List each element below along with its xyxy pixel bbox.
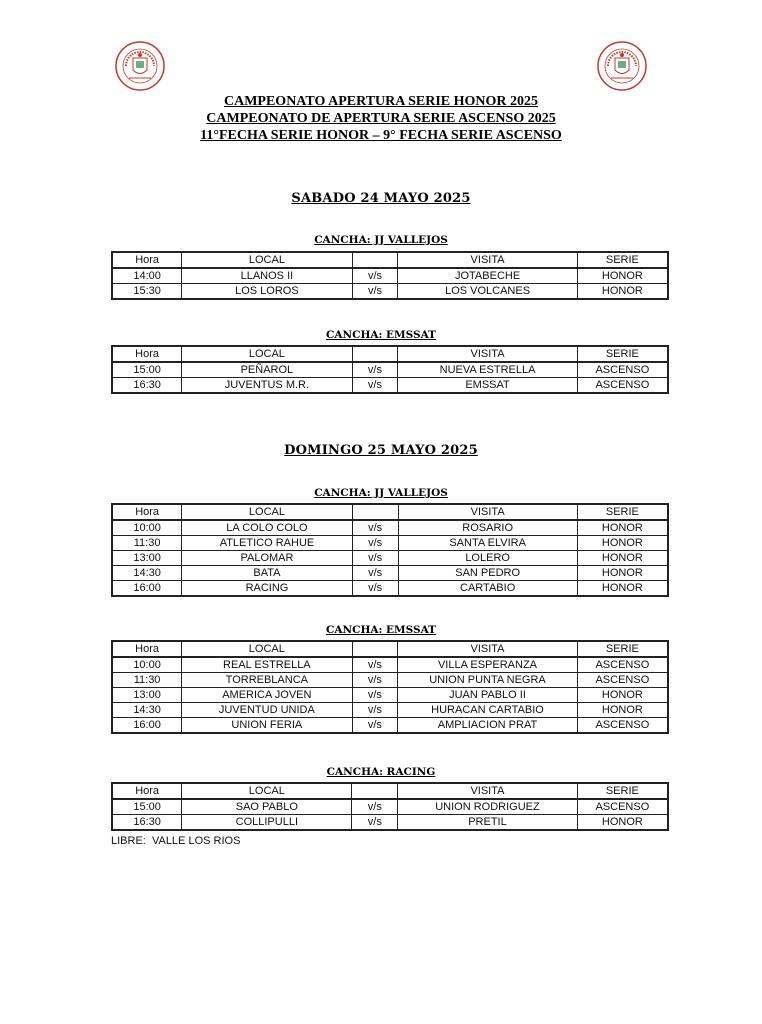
match-serie: ASCENSO (577, 673, 668, 688)
match-time: 14:30 (112, 703, 182, 718)
header-line-3: 11°FECHA SERIE HONOR – 9° FECHA SERIE ASCENSO (200, 128, 562, 143)
match-serie: HONOR (577, 536, 668, 551)
match-time: 10:00 (112, 657, 182, 673)
match-time: 14:00 (112, 268, 182, 284)
column-header-vs (352, 641, 398, 657)
table-header-row (112, 504, 668, 520)
column-header-hora: Hora (112, 504, 182, 520)
match-serie: HONOR (577, 703, 668, 718)
match-local: RACING (182, 581, 352, 597)
table-row (112, 536, 668, 551)
match-visita: SANTA ELVIRA (398, 536, 577, 551)
schedule-table (111, 503, 669, 597)
match-visita: UNION RODRIGUEZ (398, 799, 577, 815)
table-row (112, 581, 668, 597)
column-header-visita: VISITA (398, 783, 577, 799)
association-seal-icon (114, 40, 166, 92)
match-time: 16:00 (112, 581, 182, 597)
cancha-title: CANCHA: JJ VALLEJOS (314, 234, 448, 246)
match-serie: ASCENSO (577, 718, 668, 734)
match-vs: v/s (352, 378, 398, 394)
match-visita: LOLERO (398, 551, 577, 566)
match-time: 16:00 (112, 718, 182, 734)
column-header-serie: SERIE (577, 783, 668, 799)
match-local: PEÑAROL (182, 362, 352, 378)
match-local: JUVENTUD UNIDA (182, 703, 352, 718)
match-local: LLANOS II (182, 268, 352, 284)
table-row (112, 566, 668, 581)
cancha-title: CANCHA: RACING (326, 766, 436, 778)
match-serie: ASCENSO (577, 378, 668, 394)
table-row (112, 378, 668, 394)
match-time: 15:00 (112, 799, 182, 815)
match-local: AMERICA JOVEN (182, 688, 352, 703)
association-seal-icon (596, 40, 648, 92)
schedule-table (111, 640, 669, 734)
match-visita: CARTABIO (398, 581, 577, 597)
match-serie: HONOR (577, 815, 668, 831)
match-time: 15:00 (112, 362, 182, 378)
match-visita: SAN PEDRO (398, 566, 577, 581)
match-local: LOS LOROS (182, 284, 352, 300)
match-time: 13:00 (112, 688, 182, 703)
day-title: SABADO 24 MAYO 2025 (291, 191, 471, 206)
table-row (112, 657, 668, 673)
column-header-local: LOCAL (182, 346, 352, 362)
match-serie: HONOR (577, 688, 668, 703)
match-local: JUVENTUS M.R. (182, 378, 352, 394)
match-serie: HONOR (577, 566, 668, 581)
match-visita: HURACAN CARTABIO (398, 703, 577, 718)
column-header-serie: SERIE (577, 504, 668, 520)
match-visita: JUAN PABLO II (398, 688, 577, 703)
match-visita: AMPLIACION PRAT (398, 718, 577, 734)
match-local: TORREBLANCA (182, 673, 352, 688)
column-header-hora: Hora (112, 641, 182, 657)
match-time: 10:00 (112, 520, 182, 536)
column-header-visita: VISITA (398, 504, 577, 520)
table-row (112, 520, 668, 536)
column-header-vs (352, 783, 398, 799)
table-row (112, 268, 668, 284)
table-row (112, 799, 668, 815)
match-vs: v/s (352, 657, 398, 673)
match-visita: PRETIL (398, 815, 577, 831)
match-vs: v/s (352, 566, 398, 581)
table-header-row (112, 783, 668, 799)
column-header-local: LOCAL (182, 783, 352, 799)
table-row (112, 718, 668, 734)
match-vs: v/s (352, 362, 398, 378)
table-row (112, 551, 668, 566)
match-serie: HONOR (577, 581, 668, 597)
match-visita: NUEVA ESTRELLA (398, 362, 577, 378)
column-header-hora: Hora (112, 346, 182, 362)
match-local: SAO PABLO (182, 799, 352, 815)
table-header-row (112, 346, 668, 362)
table-row (112, 284, 668, 300)
column-header-vs (352, 504, 398, 520)
schedule-table (111, 251, 669, 300)
match-time: 13:00 (112, 551, 182, 566)
header-line-1: CAMPEONATO APERTURA SERIE HONOR 2025 (223, 94, 539, 109)
match-local: REAL ESTRELLA (182, 657, 352, 673)
schedule-table (111, 345, 669, 394)
column-header-vs (352, 252, 398, 268)
match-visita: UNION PUNTA NEGRA (398, 673, 577, 688)
match-visita: ROSARIO (398, 520, 577, 536)
match-local: COLLIPULLI (182, 815, 352, 831)
column-header-serie: SERIE (577, 252, 668, 268)
match-local: UNION FERIA (182, 718, 352, 734)
match-vs: v/s (352, 703, 398, 718)
cancha-title: CANCHA: EMSSAT (325, 624, 436, 636)
table-row (112, 673, 668, 688)
match-local: ATLETICO RAHUE (182, 536, 352, 551)
match-time: 15:30 (112, 284, 182, 300)
match-serie: HONOR (577, 268, 668, 284)
match-visita: LOS VOLCANES (398, 284, 577, 300)
match-local: PALOMAR (182, 551, 352, 566)
match-time: 11:30 (112, 673, 182, 688)
match-vs: v/s (352, 551, 398, 566)
match-serie: HONOR (577, 520, 668, 536)
cancha-title: CANCHA: EMSSAT (325, 329, 436, 341)
column-header-hora: Hora (112, 783, 182, 799)
table-row (112, 688, 668, 703)
table-header-row (112, 252, 668, 268)
header-line-2: CAMPEONATO DE APERTURA SERIE ASCENSO 2025 (206, 111, 556, 126)
document-header (0, 93, 762, 144)
match-local: LA COLO COLO (182, 520, 352, 536)
cancha-title: CANCHA: JJ VALLEJOS (314, 487, 448, 499)
column-header-serie: SERIE (577, 346, 668, 362)
column-header-visita: VISITA (398, 641, 577, 657)
column-header-local: LOCAL (182, 504, 352, 520)
match-visita: EMSSAT (398, 378, 577, 394)
match-serie: ASCENSO (577, 799, 668, 815)
match-time: 16:30 (112, 378, 182, 394)
match-time: 11:30 (112, 536, 182, 551)
table-row (112, 815, 668, 831)
match-vs: v/s (352, 520, 398, 536)
match-vs: v/s (352, 268, 398, 284)
match-vs: v/s (352, 536, 398, 551)
table-header-row (112, 641, 668, 657)
match-local: BATA (182, 566, 352, 581)
match-vs: v/s (352, 673, 398, 688)
match-vs: v/s (352, 815, 398, 831)
match-vs: v/s (352, 581, 398, 597)
day-title: DOMINGO 25 MAYO 2025 (284, 443, 478, 458)
schedule-table (111, 782, 669, 831)
match-vs: v/s (352, 688, 398, 703)
match-visita: JOTABECHE (398, 268, 577, 284)
table-row (112, 703, 668, 718)
match-serie: ASCENSO (577, 362, 668, 378)
match-serie: HONOR (577, 284, 668, 300)
column-header-serie: SERIE (577, 641, 668, 657)
column-header-hora: Hora (112, 252, 182, 268)
match-serie: ASCENSO (577, 657, 668, 673)
column-header-local: LOCAL (182, 641, 352, 657)
libre-note: LIBRE: VALLE LOS RIOS (111, 835, 241, 847)
match-serie: HONOR (577, 551, 668, 566)
match-visita: VILLA ESPERANZA (398, 657, 577, 673)
match-vs: v/s (352, 718, 398, 734)
match-vs: v/s (352, 799, 398, 815)
column-header-local: LOCAL (182, 252, 352, 268)
match-vs: v/s (352, 284, 398, 300)
match-time: 14:30 (112, 566, 182, 581)
column-header-visita: VISITA (398, 346, 577, 362)
table-row (112, 362, 668, 378)
column-header-vs (352, 346, 398, 362)
match-time: 16:30 (112, 815, 182, 831)
column-header-visita: VISITA (398, 252, 577, 268)
